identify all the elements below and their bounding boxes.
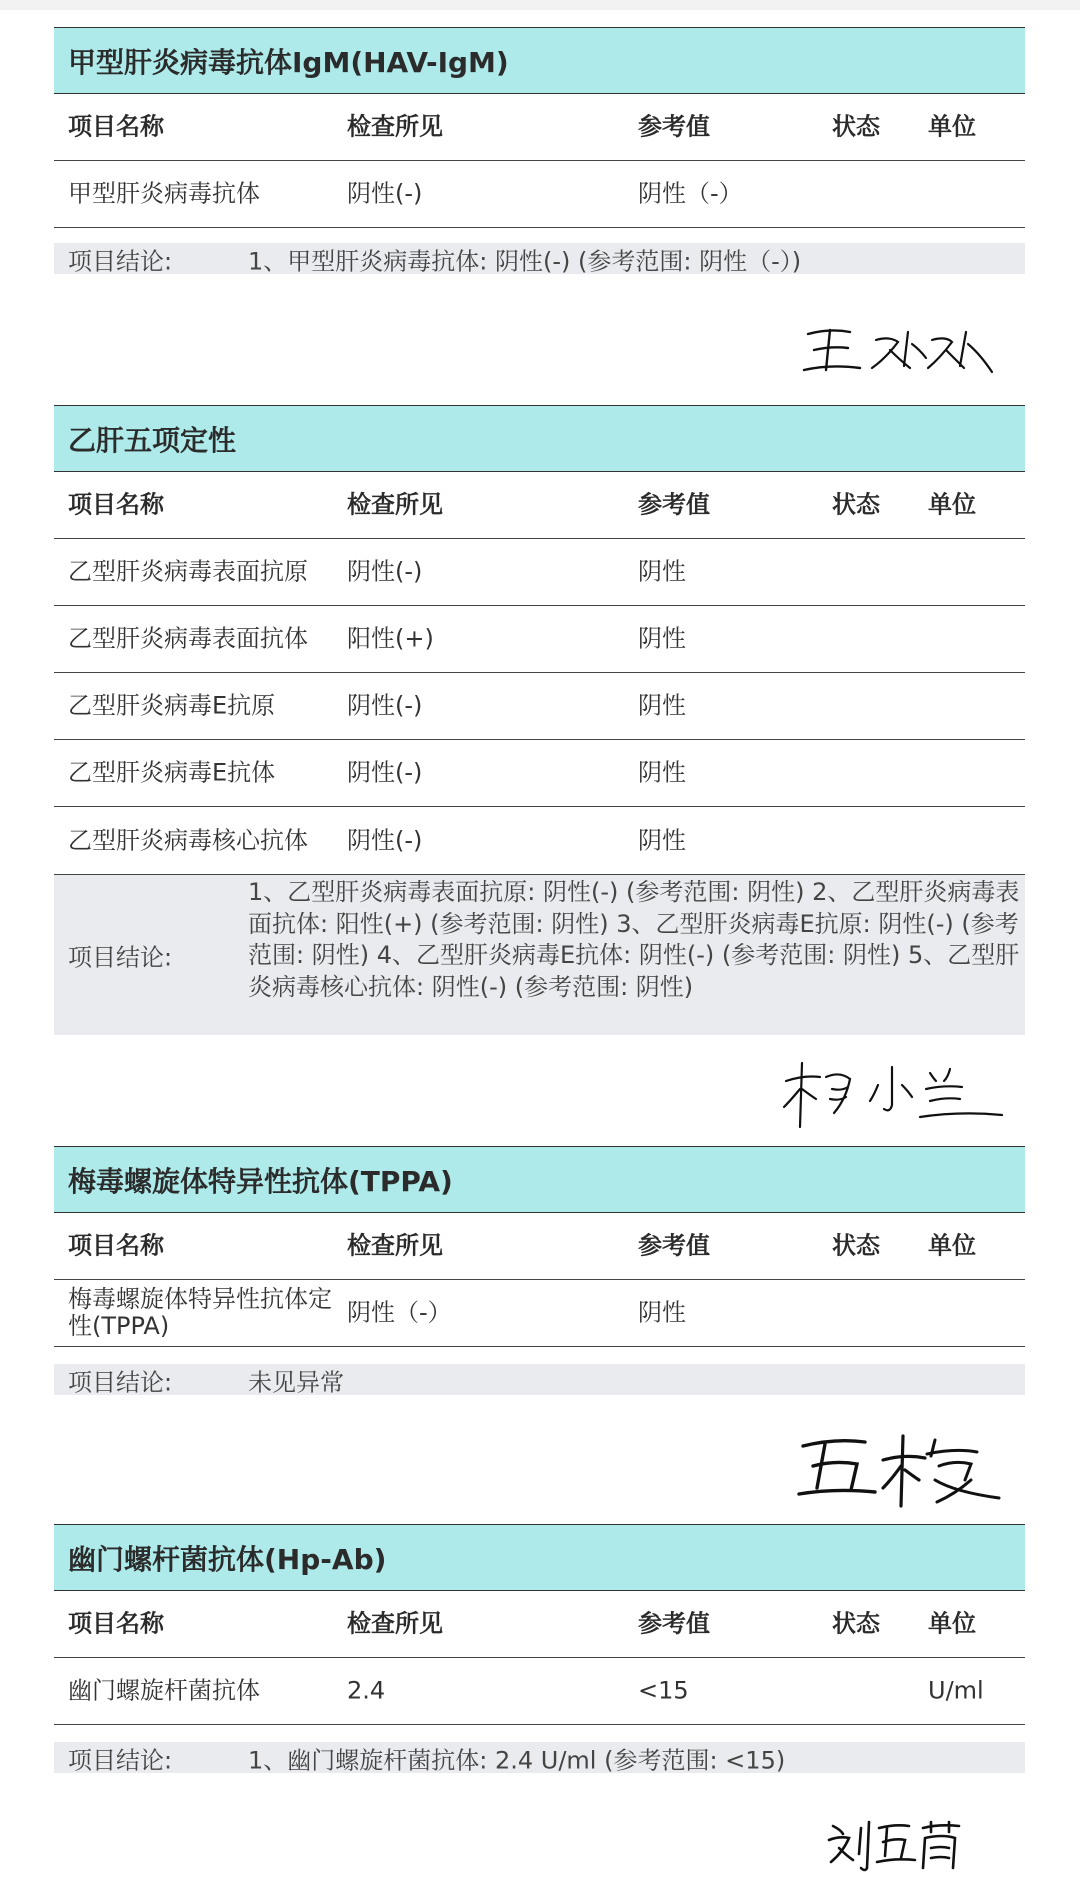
conclusion-label: 项目结论: [68, 943, 173, 972]
header-status: 状态 [832, 1609, 880, 1638]
conclusion-bar [54, 243, 1025, 274]
item-reference: 阴性 [638, 758, 686, 787]
section-tppa [54, 1146, 1025, 1395]
conclusion-bar [54, 874, 1025, 1035]
item-result: 阴性(-) [347, 691, 423, 720]
section-title: 幽门螺杆菌抗体(Hp-Ab) [54, 1524, 1025, 1591]
item-name: 梅毒螺旋体特异性抗体定性(TPPA) [68, 1285, 332, 1340]
table-header-row [54, 1213, 1025, 1280]
conclusion-label: 项目结论: [68, 1368, 173, 1396]
header-unit: 单位 [928, 112, 976, 141]
section-hbv-five [54, 405, 1025, 1035]
header-name: 项目名称 [68, 1231, 164, 1260]
signature-image [795, 1430, 1005, 1510]
header-name: 项目名称 [68, 112, 164, 141]
signature-image [780, 1055, 1010, 1135]
item-result: 阴性（-） [347, 1298, 452, 1327]
item-result: 阴性(-) [347, 826, 423, 854]
table-row [54, 807, 1025, 874]
header-result: 检查所见 [347, 112, 443, 141]
table-row [54, 1658, 1025, 1725]
item-result: 2.4 [347, 1676, 386, 1705]
section-hp-ab [54, 1524, 1025, 1773]
item-name: 乙型肝炎病毒E抗原 [68, 691, 276, 720]
conclusion-text: 未见异常 [248, 1368, 344, 1396]
signature-yang-xiaolan [780, 1055, 1010, 1139]
signature-wang-huanhuan [800, 320, 1000, 384]
table-row [54, 1280, 1025, 1347]
header-result: 检查所见 [347, 1231, 443, 1260]
section-title: 梅毒螺旋体特异性抗体(TPPA) [54, 1146, 1025, 1213]
item-result: 阴性(-) [347, 179, 423, 208]
top-strip [0, 0, 1080, 10]
header-reference: 参考值 [638, 1231, 710, 1260]
item-name: 幽门螺旋杆菌抗体 [68, 1676, 260, 1705]
table-row [54, 539, 1025, 606]
table-row [54, 673, 1025, 740]
item-reference: 阴性 [638, 557, 686, 586]
item-result: 阳性(+) [347, 624, 434, 653]
item-name: 乙型肝炎病毒表面抗原 [68, 557, 308, 586]
signature-image [825, 1818, 965, 1874]
signature-wang-mei [795, 1430, 1005, 1514]
section-title: 乙肝五项定性 [54, 405, 1025, 472]
item-reference: 阴性 [638, 1298, 686, 1327]
signature-liu-liju [825, 1818, 965, 1878]
conclusion-text: 1、乙型肝炎病毒表面抗原: 阴性(-) (参考范围: 阴性) 2、乙型肝炎病毒表面抗体: 阳性(+) (参考范围: 阴性) 3、乙型肝炎病毒E抗原: 阴性(-) (参考范围: 阴性) 4、乙型肝炎病毒E抗体: 阴性(-) (参考范围: 阴性) 5、乙型肝炎病毒核心抗体: 阴性(-) (参考范围: 阴性) [248, 878, 1020, 1001]
section-title: 甲型肝炎病毒抗体IgM(HAV-IgM) [54, 27, 1025, 94]
header-status: 状态 [832, 112, 880, 141]
table-row [54, 606, 1025, 673]
conclusion-label: 项目结论: [68, 1746, 173, 1774]
table-header-row [54, 472, 1025, 539]
item-result: 阴性(-) [347, 758, 423, 787]
item-name: 乙型肝炎病毒E抗体 [68, 758, 276, 787]
item-reference: 阴性 [638, 624, 686, 653]
conclusion-label: 项目结论: [68, 247, 173, 275]
item-name: 乙型肝炎病毒核心抗体 [68, 826, 308, 854]
table-header-row [54, 1591, 1025, 1658]
item-result: 阴性(-) [347, 557, 423, 586]
item-unit: U/ml [928, 1676, 984, 1705]
conclusion-text: 1、甲型肝炎病毒抗体: 阴性(-) (参考范围: 阴性（-）) [248, 247, 802, 275]
item-name: 甲型肝炎病毒抗体 [68, 179, 260, 208]
item-reference: 阴性 [638, 691, 686, 720]
conclusion-bar [54, 1364, 1025, 1395]
header-result: 检查所见 [347, 1609, 443, 1638]
header-unit: 单位 [928, 1609, 976, 1638]
conclusion-bar [54, 1742, 1025, 1773]
header-reference: 参考值 [638, 490, 710, 519]
header-status: 状态 [832, 1231, 880, 1260]
section-hav-igm [54, 27, 1025, 274]
header-reference: 参考值 [638, 112, 710, 141]
header-name: 项目名称 [68, 1609, 164, 1638]
table-row [54, 161, 1025, 228]
header-name: 项目名称 [68, 490, 164, 519]
conclusion-text: 1、幽门螺旋杆菌抗体: 2.4 U/ml (参考范围: <15) [248, 1746, 786, 1774]
header-unit: 单位 [928, 490, 976, 519]
table-row [54, 740, 1025, 807]
item-reference: 阴性（-） [638, 179, 743, 208]
header-reference: 参考值 [638, 1609, 710, 1638]
item-name: 乙型肝炎病毒表面抗体 [68, 624, 308, 653]
header-unit: 单位 [928, 1231, 976, 1260]
item-reference: 阴性 [638, 826, 686, 854]
item-reference: <15 [638, 1676, 689, 1705]
table-header-row [54, 94, 1025, 161]
signature-image [800, 320, 1000, 380]
header-result: 检查所见 [347, 490, 443, 519]
header-status: 状态 [832, 490, 880, 519]
